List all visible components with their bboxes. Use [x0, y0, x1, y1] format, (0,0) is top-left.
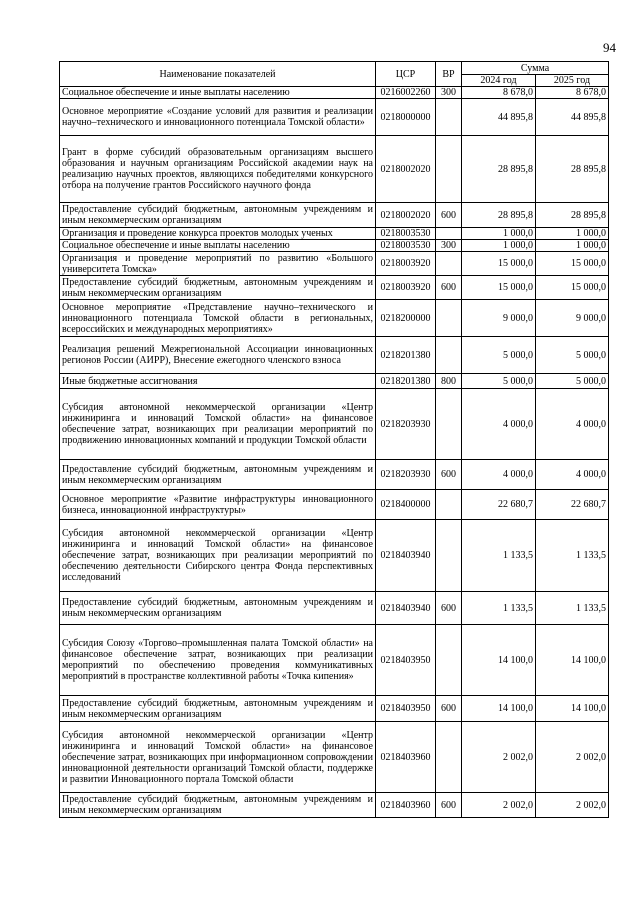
row-csr-cell: 0218003530 — [376, 228, 436, 240]
row-name-cell: Субсидия автономной некоммерческой организации «Центр инжиниринга и инноваций Томской области» на финансовое обеспечение затрат, возникающих при информационном сопровождении инновационной деятельности организаций Томской области, поддержке и развитии Инновационного портала Томской области — [60, 722, 376, 793]
row-name-cell: Предоставление субсидий бюджетным, автономным учреждениям и иным некоммерческим организациям — [60, 203, 376, 228]
row-name-cell: Предоставление субсидий бюджетным, автономным учреждениям и иным некоммерческим организациям — [60, 460, 376, 490]
row-sum-2024-cell: 9 000,0 — [462, 300, 536, 337]
row-csr-cell: 0218403950 — [376, 696, 436, 722]
row-sum-2025-cell: 1 000,0 — [536, 228, 609, 240]
row-sum-2024-cell: 4 000,0 — [462, 460, 536, 490]
table-row — [60, 240, 609, 252]
header-year-2025: 2025 год — [536, 75, 609, 87]
row-sum-2025-cell: 5 000,0 — [536, 374, 609, 389]
row-csr-cell: 0218200000 — [376, 300, 436, 337]
row-sum-2025-cell: 2 002,0 — [536, 722, 609, 793]
table-row — [60, 87, 609, 99]
row-vr-cell: 300 — [436, 87, 462, 99]
row-vr-cell: 600 — [436, 696, 462, 722]
row-name-cell: Грант в форме субсидий образовательным организациям высшего образования и научным организациям Российской академии наук на реализацию научных проектов, являющихся победителями конкурсного отбора на получение грантов Российского научного фонда — [60, 136, 376, 203]
row-sum-2025-cell: 1 133,5 — [536, 520, 609, 592]
row-sum-2024-cell: 44 895,8 — [462, 99, 536, 136]
row-sum-2025-cell: 8 678,0 — [536, 87, 609, 99]
row-sum-2024-cell: 14 100,0 — [462, 696, 536, 722]
row-name-cell: Субсидия автономной некоммерческой организации «Центр инжиниринга и инноваций Томской области» на финансовое обеспечение затрат, возникающих при реализации мероприятий по продвижению инновационных компаний и продукции Томской области — [60, 389, 376, 460]
row-sum-2024-cell: 15 000,0 — [462, 252, 536, 276]
row-sum-2025-cell: 5 000,0 — [536, 337, 609, 374]
row-name-cell: Реализация решений Межрегиональной Ассоциации инновационных регионов России (АИРР), Внесение ежегодного членского взноса — [60, 337, 376, 374]
row-sum-2025-cell: 22 680,7 — [536, 490, 609, 520]
row-vr-cell — [436, 300, 462, 337]
row-name-cell: Основное мероприятие «Развитие инфраструктуры инновационного бизнеса, инновационной инфраструктуры» — [60, 490, 376, 520]
table-row — [60, 520, 609, 592]
row-csr-cell: 0218403950 — [376, 625, 436, 696]
row-sum-2024-cell: 14 100,0 — [462, 625, 536, 696]
table-row — [60, 389, 609, 460]
table-header — [60, 62, 609, 87]
row-name-cell: Организация и проведение мероприятий по развитию «Большого университета Томска» — [60, 252, 376, 276]
row-vr-cell: 600 — [436, 460, 462, 490]
row-sum-2024-cell: 5 000,0 — [462, 374, 536, 389]
row-sum-2025-cell: 44 895,8 — [536, 99, 609, 136]
row-name-cell: Предоставление субсидий бюджетным, автономным учреждениям и иным некоммерческим организациям — [60, 696, 376, 722]
header-vr: ВР — [436, 62, 462, 87]
page-number: 94 — [603, 40, 616, 55]
row-csr-cell: 0218403960 — [376, 793, 436, 818]
row-sum-2024-cell: 4 000,0 — [462, 389, 536, 460]
header-csr: ЦСР — [376, 62, 436, 87]
table-row — [60, 228, 609, 240]
row-vr-cell — [436, 625, 462, 696]
row-sum-2024-cell: 8 678,0 — [462, 87, 536, 99]
row-vr-cell: 600 — [436, 276, 462, 300]
row-csr-cell: 0218003920 — [376, 276, 436, 300]
row-sum-2025-cell: 28 895,8 — [536, 136, 609, 203]
row-sum-2025-cell: 15 000,0 — [536, 276, 609, 300]
table-row — [60, 793, 609, 818]
row-vr-cell — [436, 136, 462, 203]
row-sum-2024-cell: 28 895,8 — [462, 136, 536, 203]
row-vr-cell: 800 — [436, 374, 462, 389]
row-name-cell: Социальное обеспечение и иные выплаты населению — [60, 240, 376, 252]
row-csr-cell: 0218203930 — [376, 389, 436, 460]
row-sum-2025-cell: 14 100,0 — [536, 696, 609, 722]
row-csr-cell: 0216002260 — [376, 87, 436, 99]
row-csr-cell: 0218400000 — [376, 490, 436, 520]
row-sum-2025-cell: 15 000,0 — [536, 252, 609, 276]
row-vr-cell — [436, 228, 462, 240]
row-vr-cell — [436, 490, 462, 520]
table-row — [60, 99, 609, 136]
row-sum-2024-cell: 22 680,7 — [462, 490, 536, 520]
row-vr-cell: 300 — [436, 240, 462, 252]
row-vr-cell: 600 — [436, 793, 462, 818]
header-sum: Сумма — [462, 62, 609, 75]
table-body — [60, 87, 609, 818]
header-name: Наименование показателей — [60, 62, 376, 87]
table-row — [60, 337, 609, 374]
row-csr-cell: 0218403940 — [376, 520, 436, 592]
row-sum-2024-cell: 2 002,0 — [462, 722, 536, 793]
table-row — [60, 136, 609, 203]
table-row — [60, 490, 609, 520]
row-vr-cell — [436, 337, 462, 374]
row-csr-cell: 0218002020 — [376, 203, 436, 228]
row-vr-cell — [436, 99, 462, 136]
table-row — [60, 276, 609, 300]
row-vr-cell: 600 — [436, 592, 462, 625]
row-csr-cell: 0218203930 — [376, 460, 436, 490]
row-sum-2025-cell: 14 100,0 — [536, 625, 609, 696]
row-csr-cell: 0218201380 — [376, 337, 436, 374]
row-vr-cell — [436, 389, 462, 460]
header-year-2024: 2024 год — [462, 75, 536, 87]
row-sum-2024-cell: 1 133,5 — [462, 592, 536, 625]
row-sum-2025-cell: 4 000,0 — [536, 460, 609, 490]
row-name-cell: Предоставление субсидий бюджетным, автономным учреждениям и иным некоммерческим организациям — [60, 793, 376, 818]
row-sum-2024-cell: 1 000,0 — [462, 228, 536, 240]
row-vr-cell — [436, 520, 462, 592]
row-name-cell: Предоставление субсидий бюджетным, автономным учреждениям и иным некоммерческим организациям — [60, 592, 376, 625]
table-row — [60, 374, 609, 389]
row-sum-2024-cell: 28 895,8 — [462, 203, 536, 228]
table-row — [60, 300, 609, 337]
row-sum-2025-cell: 9 000,0 — [536, 300, 609, 337]
row-sum-2024-cell: 2 002,0 — [462, 793, 536, 818]
row-name-cell: Социальное обеспечение и иные выплаты населению — [60, 87, 376, 99]
row-name-cell: Основное мероприятие «Представление научно–технического и инновационного потенциала Томской области в региональных, всероссийских и международных мероприятиях» — [60, 300, 376, 337]
row-sum-2024-cell: 5 000,0 — [462, 337, 536, 374]
row-vr-cell: 600 — [436, 203, 462, 228]
row-name-cell: Субсидия Союзу «Торгово–промышленная палата Томской области» на финансовое обеспечение затрат, возникающих при реализации мероприятий по обеспечению проведения коммуникативных мероприятий в пространстве коллективной работы «Точка кипения» — [60, 625, 376, 696]
row-csr-cell: 0218403940 — [376, 592, 436, 625]
row-sum-2024-cell: 1 000,0 — [462, 240, 536, 252]
row-sum-2025-cell: 1 000,0 — [536, 240, 609, 252]
row-name-cell: Иные бюджетные ассигнования — [60, 374, 376, 389]
table-row — [60, 252, 609, 276]
row-name-cell: Организация и проведение конкурса проектов молодых ученых — [60, 228, 376, 240]
budget-table — [59, 61, 609, 818]
row-csr-cell: 0218403960 — [376, 722, 436, 793]
row-name-cell: Основное мероприятие «Создание условий для развития и реализации научно–технического и инновационного потенциала Томской области» — [60, 99, 376, 136]
row-sum-2025-cell: 2 002,0 — [536, 793, 609, 818]
table-row — [60, 696, 609, 722]
row-name-cell: Предоставление субсидий бюджетным, автономным учреждениям и иным некоммерческим организациям — [60, 276, 376, 300]
row-vr-cell — [436, 722, 462, 793]
row-name-cell: Субсидия автономной некоммерческой организации «Центр инжиниринга и инноваций Томской области» на финансовое обеспечение затрат, возникающих при реализации мероприятий по обеспечению деятельности Сибирского центра Фонда перспективных исследований — [60, 520, 376, 592]
row-sum-2025-cell: 1 133,5 — [536, 592, 609, 625]
row-csr-cell: 0218002020 — [376, 136, 436, 203]
row-csr-cell: 0218201380 — [376, 374, 436, 389]
row-sum-2025-cell: 28 895,8 — [536, 203, 609, 228]
table-row — [60, 592, 609, 625]
table-row — [60, 625, 609, 696]
row-sum-2024-cell: 15 000,0 — [462, 276, 536, 300]
row-vr-cell — [436, 252, 462, 276]
row-csr-cell: 0218003530 — [376, 240, 436, 252]
table-row — [60, 460, 609, 490]
row-csr-cell: 0218000000 — [376, 99, 436, 136]
row-sum-2025-cell: 4 000,0 — [536, 389, 609, 460]
table-row — [60, 722, 609, 793]
row-csr-cell: 0218003920 — [376, 252, 436, 276]
row-sum-2024-cell: 1 133,5 — [462, 520, 536, 592]
table-row — [60, 203, 609, 228]
